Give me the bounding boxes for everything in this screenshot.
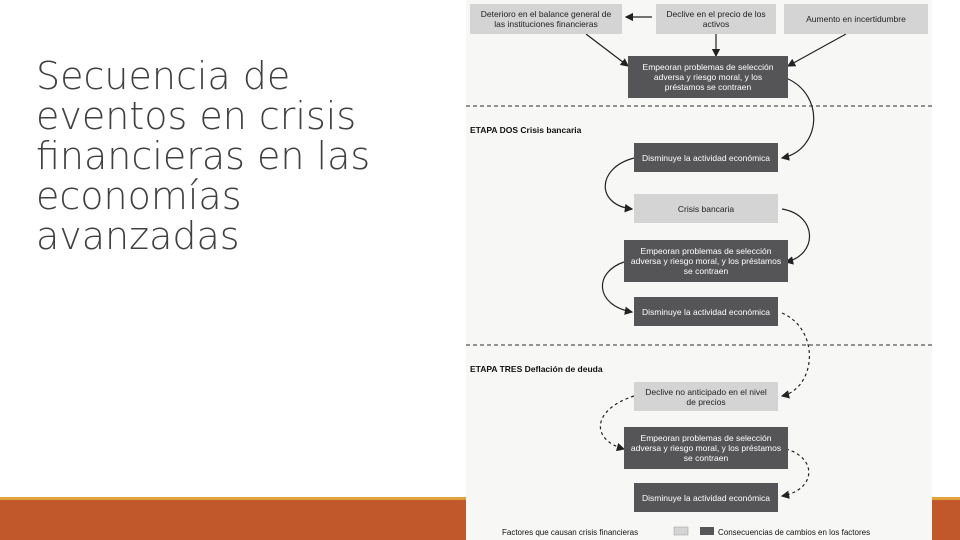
legend-dark-label: Consecuencias de cambios en los factores — [718, 528, 871, 537]
stage-two-label-rest: Crisis bancaria — [520, 125, 582, 135]
crisis-sequence-diagram — [466, 0, 932, 540]
curved-arrow — [605, 158, 634, 209]
legend-swatch-light — [674, 527, 688, 535]
stage2-activity-decline-box: Disminuye la actividad económica — [634, 143, 778, 172]
stage-three-label-bold: ETAPA TRES — [470, 364, 523, 374]
uncertainty-increase-box: Aumento en incertidumbre — [784, 4, 928, 34]
arrow — [586, 34, 628, 66]
title-line: avanzadas — [36, 214, 240, 258]
stage3-activity-decline-box: Disminuye la actividad económica — [634, 483, 778, 512]
stage-three-label-rest: Deflación de deuda — [524, 364, 603, 374]
stage-two-label — [470, 125, 581, 135]
title-line: Secuencia de — [36, 54, 291, 98]
title-line: financieras en las — [36, 134, 371, 178]
arrow — [788, 34, 846, 66]
stage2-adverse-selection-box: Empeoran problemas de selección adversa y riesgo moral, y los préstamos se contraen — [624, 240, 788, 282]
stage-two-label-bold: ETAPA DOS — [470, 125, 519, 135]
dashed-curved-arrow — [782, 313, 809, 396]
stage1-adverse-selection-box: Empeoran problemas de selección adversa y riesgo moral, y los préstamos se contraen — [628, 56, 788, 98]
stage2-activity-decline-box-2: Disminuye la actividad económica — [634, 297, 778, 326]
stage3-adverse-selection-box: Empeoran problemas de selección adversa y riesgo moral, y los préstamos se contraen — [624, 427, 788, 469]
asset-price-decline-box: Declive en el precio de los activos — [656, 4, 776, 34]
balance-deterioration-box: Deterioro en el balance general de las instituciones financieras — [470, 4, 622, 34]
banking-crisis-box: Crisis bancaria — [634, 194, 778, 223]
title-line: eventos en crisis — [36, 94, 357, 138]
stage-three-label — [470, 364, 603, 374]
slide-title — [36, 56, 436, 256]
legend-light-label: Factores que causan crisis financieras — [502, 528, 639, 537]
title-line: economías — [36, 174, 242, 218]
legend-swatch-dark — [700, 527, 714, 535]
price-level-decline-box: Declive no anticipado en el nivel de precios — [634, 382, 778, 411]
